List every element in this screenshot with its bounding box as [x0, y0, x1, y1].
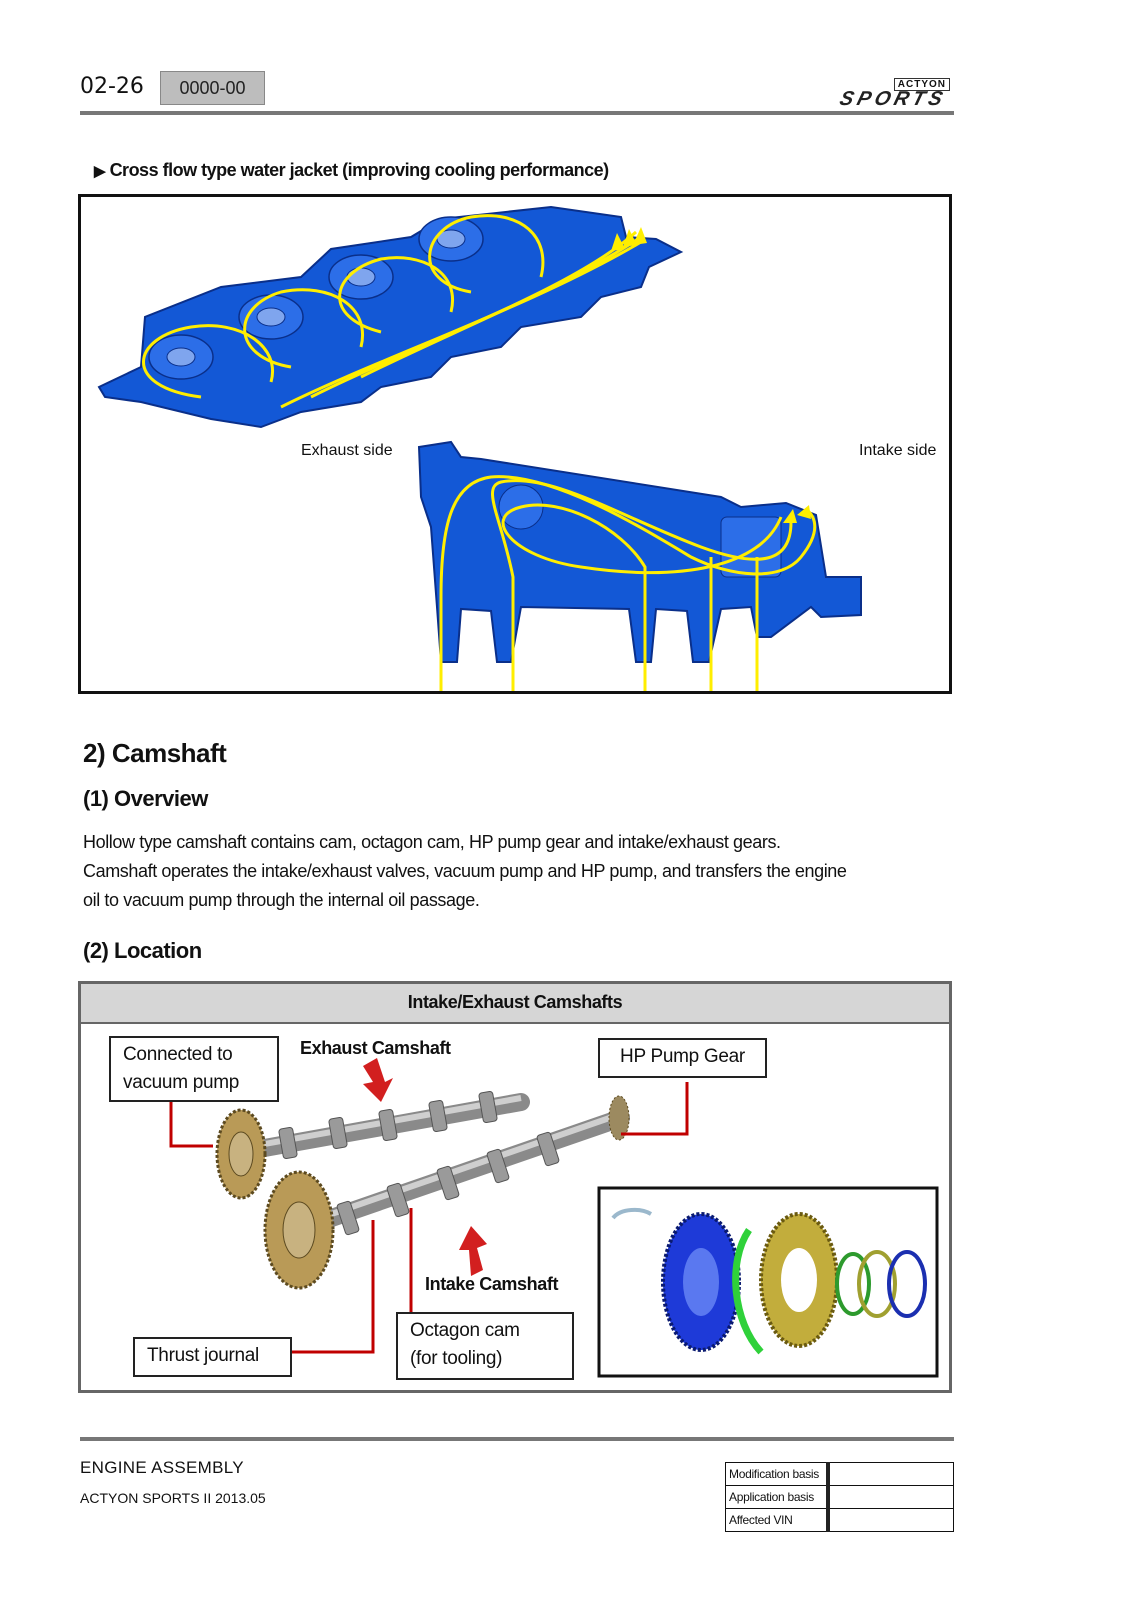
exhaust-arrow-icon	[363, 1058, 393, 1102]
connected-vacuum-pump-callout	[109, 1036, 279, 1102]
octagon-cam-callout	[396, 1312, 574, 1380]
actyon-sports-logo	[838, 78, 954, 108]
revision-row	[726, 1486, 954, 1509]
revision-value	[828, 1463, 954, 1486]
footer-model-date: ACTYON SPORTS II 2013.05	[80, 1490, 266, 1506]
exhaust-camshaft-shape	[217, 1091, 521, 1198]
revision-value	[828, 1486, 954, 1509]
page-number: 02-26	[80, 74, 144, 99]
exhaust-side-label: Exhaust side	[301, 442, 393, 459]
octagon-line-1: Octagon cam	[410, 1320, 520, 1341]
octagon-line-2: (for tooling)	[410, 1348, 503, 1369]
location-figure-title: Intake/Exhaust Camshafts	[81, 984, 949, 1024]
water-jacket-title: Cross flow type water jacket (improving cooling performance)	[109, 160, 609, 180]
intake-side-label: Intake side	[859, 442, 937, 459]
water-jacket-figure	[78, 194, 952, 694]
exhaust-camshaft-label: Exhaust Camshaft	[300, 1038, 451, 1058]
logo-actyon-text: ACTYON	[894, 78, 950, 91]
revision-value	[828, 1509, 954, 1532]
overview-paragraph	[83, 828, 943, 915]
revision-label: Modification basis	[726, 1463, 829, 1486]
overview-line-3: oil to vacuum pump through the internal oil passage.	[83, 890, 480, 910]
revision-table	[725, 1462, 954, 1532]
revision-label: Affected VIN	[726, 1509, 829, 1532]
connected-line-2: vacuum pump	[123, 1072, 240, 1093]
triangle-bullet-icon: ▶	[94, 163, 106, 180]
logo-sports-text: SPORTS	[837, 88, 949, 110]
footer-rule	[80, 1437, 954, 1441]
connected-line-1: Connected to	[123, 1044, 233, 1065]
header-rule	[80, 111, 954, 115]
water-jacket-heading	[94, 160, 609, 181]
thrust-journal-callout: Thrust journal	[133, 1337, 292, 1377]
hp-pump-gear-callout: HP Pump Gear	[598, 1038, 767, 1078]
water-jacket-illustration	[81, 197, 949, 691]
overview-heading: (1) Overview	[83, 786, 208, 811]
intake-camshaft-label: Intake Camshaft	[425, 1274, 559, 1294]
overview-line-2: Camshaft operates the intake/exhaust valves, vacuum pump and HP pump, and transfers the engine	[83, 861, 847, 881]
footer-section-name: ENGINE ASSEMBLY	[80, 1458, 244, 1477]
camshaft-heading: 2) Camshaft	[83, 738, 227, 768]
intake-arrow-icon	[459, 1226, 487, 1276]
location-heading: (2) Location	[83, 938, 202, 963]
document-code-badge: 0000-00	[160, 71, 265, 105]
camshaft-location-figure	[78, 981, 952, 1393]
revision-label: Application basis	[726, 1486, 829, 1509]
lower-jacket-shape	[419, 442, 861, 662]
revision-row	[726, 1463, 954, 1486]
revision-row	[726, 1509, 954, 1532]
overview-line-1: Hollow type camshaft contains cam, octagon cam, HP pump gear and intake/exhaust gears.	[83, 832, 781, 852]
